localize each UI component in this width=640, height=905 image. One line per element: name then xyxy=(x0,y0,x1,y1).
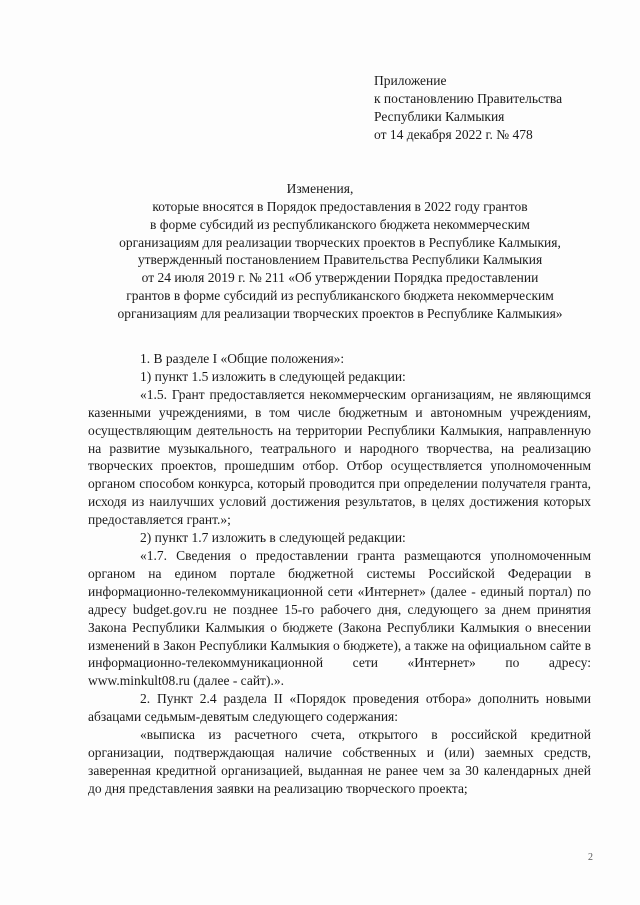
body-paragraph: 2) пункт 1.7 изложить в следующей редакции: xyxy=(140,530,406,546)
appendix-line: Республики Калмыкия xyxy=(374,109,505,124)
page-number: 2 xyxy=(588,852,593,863)
body-paragraph: 1. В разделе I «Общие положения»: xyxy=(140,351,345,366)
subtitle-line: в форме субсидий из республиканского бюджета некоммерческим xyxy=(150,216,530,232)
subtitle-line: грантов в форме субсидий из республиканского бюджета некоммерческим xyxy=(126,287,554,303)
body-paragraph: 2. Пункт 2.4 раздела II «Порядок проведения отбора» дополнить новыми абзацами седьмым-девятым следующего содержания: xyxy=(88,691,591,725)
document-body xyxy=(88,350,591,798)
appendix-line: к постановлению Правительства xyxy=(374,91,563,106)
subtitle-line: организациям для реализации творческих проектов в Республике Калмыкия, xyxy=(119,234,561,250)
body-paragraph: «1.7. Сведения о предоставлении гранта размещаются уполномоченным органом на едином портале бюджетной системы Российской Федерации в информационно-телекоммуникационной сети «Интернет» (далее - единый портал) по адресу budget.gov.ru не позднее 15-го рабочего дня, следующего за днем принятия Закона Республики Калмыкия о бюджете (Закона Республики Калмыкия о внесении изменений в Закон Республики Калмыкия о бюджете), а также на официальном сайте в информационно-телекоммуникационной сети «Интернет» по адресу: www.minkult08.ru (далее - сайт).». xyxy=(88,547,591,689)
appendix-line: от 14 декабря 2022 г. № 478 xyxy=(374,127,533,142)
body-paragraph: 1) пункт 1.5 изложить в следующей редакции: xyxy=(140,368,406,384)
subtitle-line: организациям для реализации творческих проектов в Республике Калмыкия» xyxy=(117,305,563,321)
body-paragraph: «выписка из расчетного счета, открытого в российской кредитной организации, подтверждающая наличие собственных и (или) заемных средств, заверенная кредитной организацией, выданная не ранее чем за 30 календарных дней до дня представления заявки на реализацию творческого проекта; xyxy=(88,727,591,796)
appendix-block xyxy=(374,72,562,144)
subtitle-line: которые вносятся в Порядок предоставления в 2022 году грантов xyxy=(152,199,528,214)
document-title: Изменения, xyxy=(286,181,354,196)
appendix-line: Приложение xyxy=(374,73,447,88)
document-subtitle xyxy=(60,198,620,323)
subtitle-line: утвержденный постановлением Правительства Республики Калмыкия xyxy=(137,252,543,268)
subtitle-line: от 24 июля 2019 г. № 211 «Об утверждении Порядка предоставлении xyxy=(141,270,539,286)
body-paragraph: «1.5. Грант предоставляется некоммерческим организациям, не являющимся казенными учреждениями, в том числе бюджетным и автономным учреждениям, осуществляющим деятельность на территории Республики Калмыкия, направленную на развитие музыкального, театрального и народного творчества, на реализацию творческих проектов, прошедшим отбор. Отбор осуществляется уполномоченным органом способом конкурса, который проводится при определении получателя гранта, исходя из наилучших условий достижения результатов, в целях достижения которых предоставляется грант.»; xyxy=(88,386,591,528)
